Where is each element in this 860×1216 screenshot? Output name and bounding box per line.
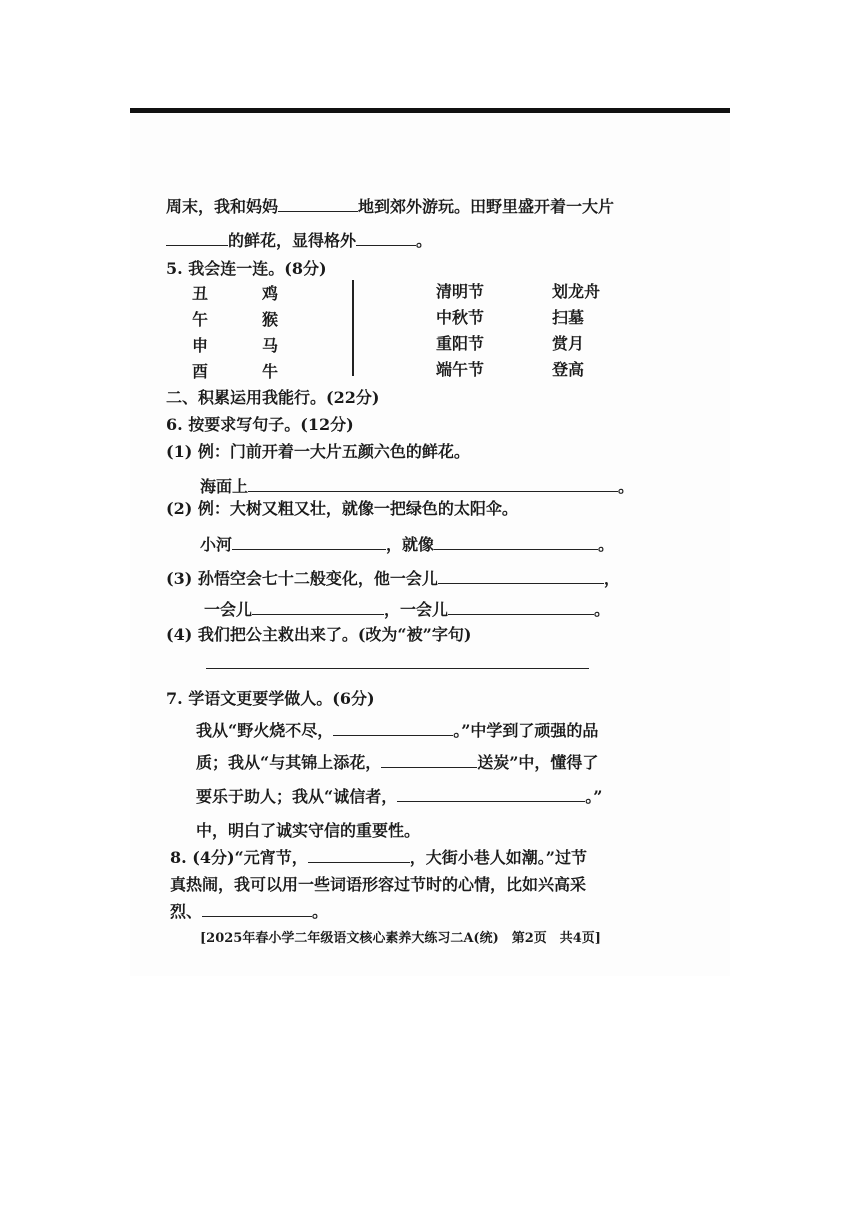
zodiac-animal: 马 xyxy=(262,336,279,355)
q8-line-2: 真热闹，我可以用一些词语形容过节时的心情，比如兴高采 xyxy=(170,875,587,894)
blank[interactable] xyxy=(166,229,228,246)
answer-blank[interactable] xyxy=(232,533,386,550)
q6-s3-line2: 一会儿 ，一会儿 。 xyxy=(204,600,611,619)
q6-s4: (4) 我们把公主救出来了。(改为“被”字句) xyxy=(166,625,472,644)
q6-s1-example: (1) 例：门前开着一大片五颜六色的鲜花。 xyxy=(166,442,470,461)
section-2-title: 二、积累运用我能行。(22分) xyxy=(166,388,380,407)
zodiac-branch: 申 xyxy=(192,336,209,355)
page-footer: [2025年春小学二年级语文核心素养大练习二A(统) 第2页 共4页] xyxy=(200,931,601,946)
q8-line-3: 烈、 。 xyxy=(170,902,329,921)
q7-line-3: 要乐于助人；我从“诚信者， 。” xyxy=(196,787,603,806)
q6-title: 6. 按要求写句子。(12分) xyxy=(166,415,354,434)
festival-name: 中秋节 xyxy=(436,308,485,327)
top-rule xyxy=(130,108,730,113)
q6-s3-line1: (3) 孙悟空会七十二般变化，他一会儿 ， xyxy=(166,569,620,588)
intro-line-1: 周末，我和妈妈 地到郊外游玩。田野里盛开着一大片 xyxy=(166,197,615,216)
answer-line[interactable] xyxy=(206,668,589,669)
zodiac-animal: 牛 xyxy=(262,362,279,381)
q6-s2-answer: 小河 ，就像 。 xyxy=(200,535,615,554)
answer-blank[interactable] xyxy=(397,785,585,802)
q6-s2-example: (2) 例：大树又粗又壮，就像一把绿色的太阳伞。 xyxy=(166,499,518,518)
q6-s1-answer: 海面上 。 xyxy=(200,477,635,496)
festival-name: 端午节 xyxy=(436,360,485,379)
festival-custom: 赏月 xyxy=(552,334,585,353)
answer-blank[interactable] xyxy=(308,846,410,863)
q8-line-1: 8. (4分)“元宵节， ，大街小巷人如潮。”过节 xyxy=(170,848,587,867)
zodiac-branch: 丑 xyxy=(192,284,209,303)
festival-name: 重阳节 xyxy=(436,334,485,353)
blank[interactable] xyxy=(356,229,416,246)
zodiac-animal: 猴 xyxy=(262,310,279,329)
answer-blank[interactable] xyxy=(434,533,598,550)
blank[interactable] xyxy=(278,195,358,212)
divider-line xyxy=(352,280,354,376)
q5-title: 5. 我会连一连。(8分) xyxy=(166,259,327,278)
q7-title: 7. 学语文更要学做人。(6分) xyxy=(166,689,375,708)
q7-line-2: 质；我从“与其锦上添花， 送炭”中，懂得了 xyxy=(196,753,599,772)
q7-line-1: 我从“野火烧不尽， 。”中学到了顽强的品 xyxy=(196,721,599,740)
zodiac-animal: 鸡 xyxy=(262,284,279,303)
q7-line-4: 中，明白了诚实守信的重要性。 xyxy=(196,821,421,840)
answer-blank[interactable] xyxy=(202,900,312,917)
answer-blank[interactable] xyxy=(333,719,453,736)
answer-blank[interactable] xyxy=(381,751,477,768)
answer-blank[interactable] xyxy=(448,598,594,615)
festival-name: 清明节 xyxy=(436,282,485,301)
answer-blank[interactable] xyxy=(438,567,604,584)
intro-line-2: 的鲜花，显得格外 。 xyxy=(166,228,432,251)
festival-custom: 扫墓 xyxy=(552,308,585,327)
zodiac-branch: 酉 xyxy=(192,362,209,381)
festival-custom: 登高 xyxy=(552,360,585,379)
answer-blank[interactable] xyxy=(248,475,618,492)
zodiac-branch: 午 xyxy=(192,310,209,329)
festival-custom: 划龙舟 xyxy=(552,282,601,301)
answer-blank[interactable] xyxy=(252,598,384,615)
